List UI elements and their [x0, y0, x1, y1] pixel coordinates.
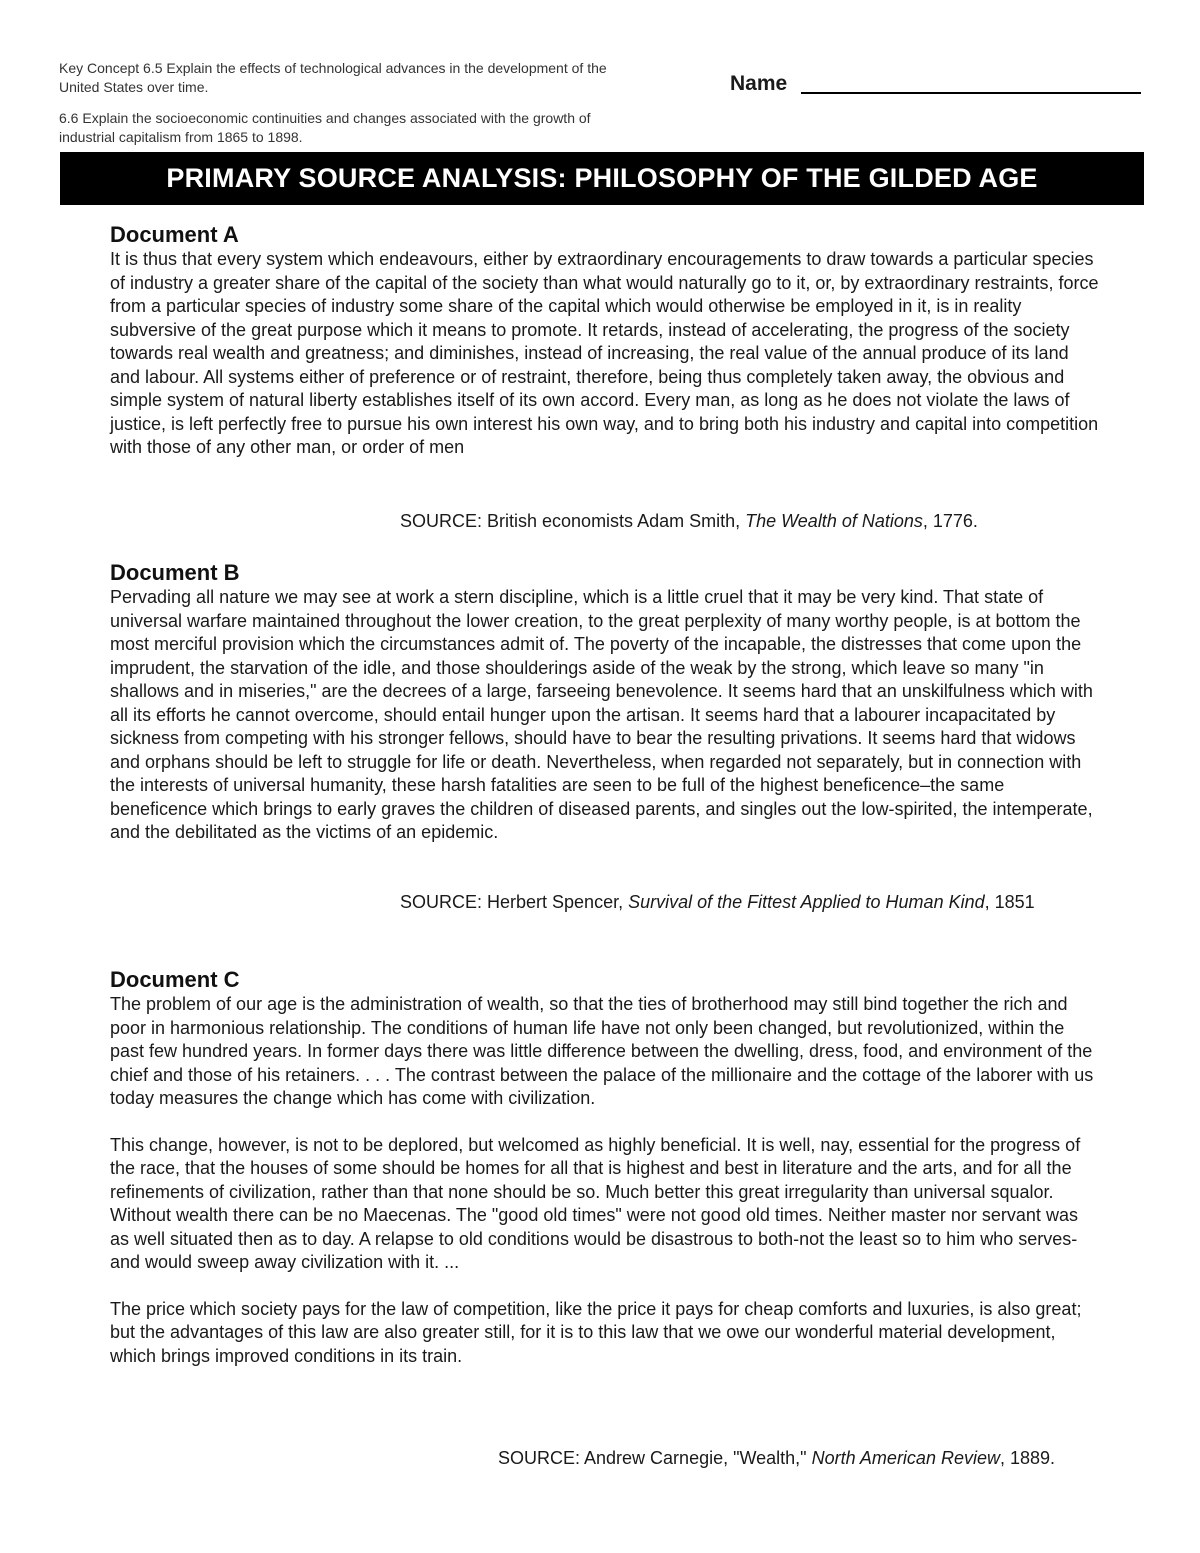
key-concept-6-6: [59, 109, 619, 147]
document-b: [110, 560, 1100, 845]
document-paragraph: This change, however, is not to be deplored, but welcomed as highly beneficial. It is well, nay, essential for the progress of the race, that the houses of some should be homes for all that is highest and best in literature and the arts, and for all the refinements of civilization, rather than that none should be so. Much better this great irregularity than universal squalor. Without wealth there can be no Maecenas. The "good old times" were not good old times. Neither master nor servant was as well situated then as to day. A relapse to old conditions would be disastrous to both-not the least so to him who serves-and would sweep away civilization with it. ...: [110, 1134, 1081, 1272]
source-work: Survival of the Fittest Applied to Human Kind: [628, 892, 985, 912]
page-title: PRIMARY SOURCE ANALYSIS: PHILOSOPHY OF THE GILDED AGE: [60, 152, 1144, 205]
document-a: [110, 222, 1100, 460]
key-concept-6-5: [59, 59, 619, 97]
document-c: [110, 967, 1100, 1368]
source-work: North American Review: [811, 1448, 1000, 1468]
key-concept-text: 6.6 Explain the socioeconomic continuities and changes associated with the growth of industrial capitalism from 1865 to 1898.: [59, 110, 591, 145]
document-b-source: [400, 891, 1035, 913]
document-heading: Document C: [110, 967, 240, 992]
document-paragraph: The problem of our age is the administration of wealth, so that the ties of brotherhood may still bind together the rich and poor in harmonious relationship. The conditions of human life have not only been changed, but revolutionized, within the past few hundred years. In former days there was little difference between the dwelling, dress, food, and environment of the chief and those of his retainers. . . . The contrast between the palace of the millionaire and the cottage of the laborer with us today measures the change which has come with civilization.: [110, 994, 1094, 1108]
source-suffix: , 1776.: [922, 511, 978, 531]
document-paragraph: Pervading all nature we may see at work a stern discipline, which is a little cruel that it may be very kind. That state of universal warfare maintained throughout the lower creation, to the great perplexity of many worthy people, is at bottom the most merciful provision which the circumstances admit of. The poverty of the incapable, the distresses that come upon the imprudent, the starvation of the idle, and those shoulderings aside of the weak by the strong, which leave so many "in shallows and in miseries," are the decrees of a large, farseeing benevolence. It seems hard that an unskilfulness which with all its efforts he cannot overcome, should entail hunger upon the artisan. It seems hard that a labourer incapacitated by sickness from competing with his stronger fellows, should have to bear the resulting privations. It seems hard that widows and orphans should be left to struggle for life or death. Nevertheless, when regarded not separately, but in connection with the interests of universal humanity, these harsh fatalities are seen to be full of the highest beneficence–the same beneficence which brings to early graves the children of diseased parents, and singles out the low-spirited, the intemperate, and the debilitated as the victims of an epidemic.: [110, 587, 1093, 842]
document-c-source: [498, 1447, 1055, 1469]
document-a-source: [400, 510, 978, 532]
document-heading: Document A: [110, 222, 239, 247]
document-paragraph: The price which society pays for the law of competition, like the price it pays for cheap comforts and luxuries, is also great; but the advantages of this law are also greater still, for it is to this law that we owe our wonderful material development, which brings improved conditions in its train.: [110, 1298, 1082, 1366]
source-prefix: SOURCE: Herbert Spencer,: [400, 892, 629, 912]
document-paragraph: It is thus that every system which endeavours, either by extraordinary encouragements to draw towards a particular species of industry a greater share of the capital of the society than what would naturally go to it, or, by extraordinary restraints, force from a particular species of industry some share of the capital which would otherwise be employed in it, is in reality subversive of the great purpose which it means to promote. It retards, instead of accelerating, the progress of the society towards real wealth and greatness; and diminishes, instead of increasing, the real value of the annual produce of its land and labour. All systems either of preference or of restraint, therefore, being thus completely taken away, the obvious and simple system of natural liberty establishes itself of its own accord. Every man, as long as he does not violate the laws of justice, is left perfectly free to pursue his own interest his own way, and to bring both his industry and capital into competition with those of any other man, or order of men: [110, 249, 1099, 457]
source-work: The Wealth of Nations: [745, 511, 923, 531]
source-prefix: SOURCE: British economists Adam Smith,: [400, 511, 746, 531]
source-prefix: SOURCE: Andrew Carnegie, "Wealth,": [498, 1448, 812, 1468]
name-blank-line: [801, 92, 1141, 94]
key-concept-text: Key Concept 6.5 Explain the effects of technological advances in the development of the United States over time.: [59, 60, 607, 95]
name-field: [730, 72, 1141, 96]
source-suffix: , 1889.: [999, 1448, 1056, 1468]
source-suffix: , 1851: [984, 892, 1035, 912]
name-label: Name: [730, 72, 788, 95]
document-heading: Document B: [110, 560, 240, 585]
